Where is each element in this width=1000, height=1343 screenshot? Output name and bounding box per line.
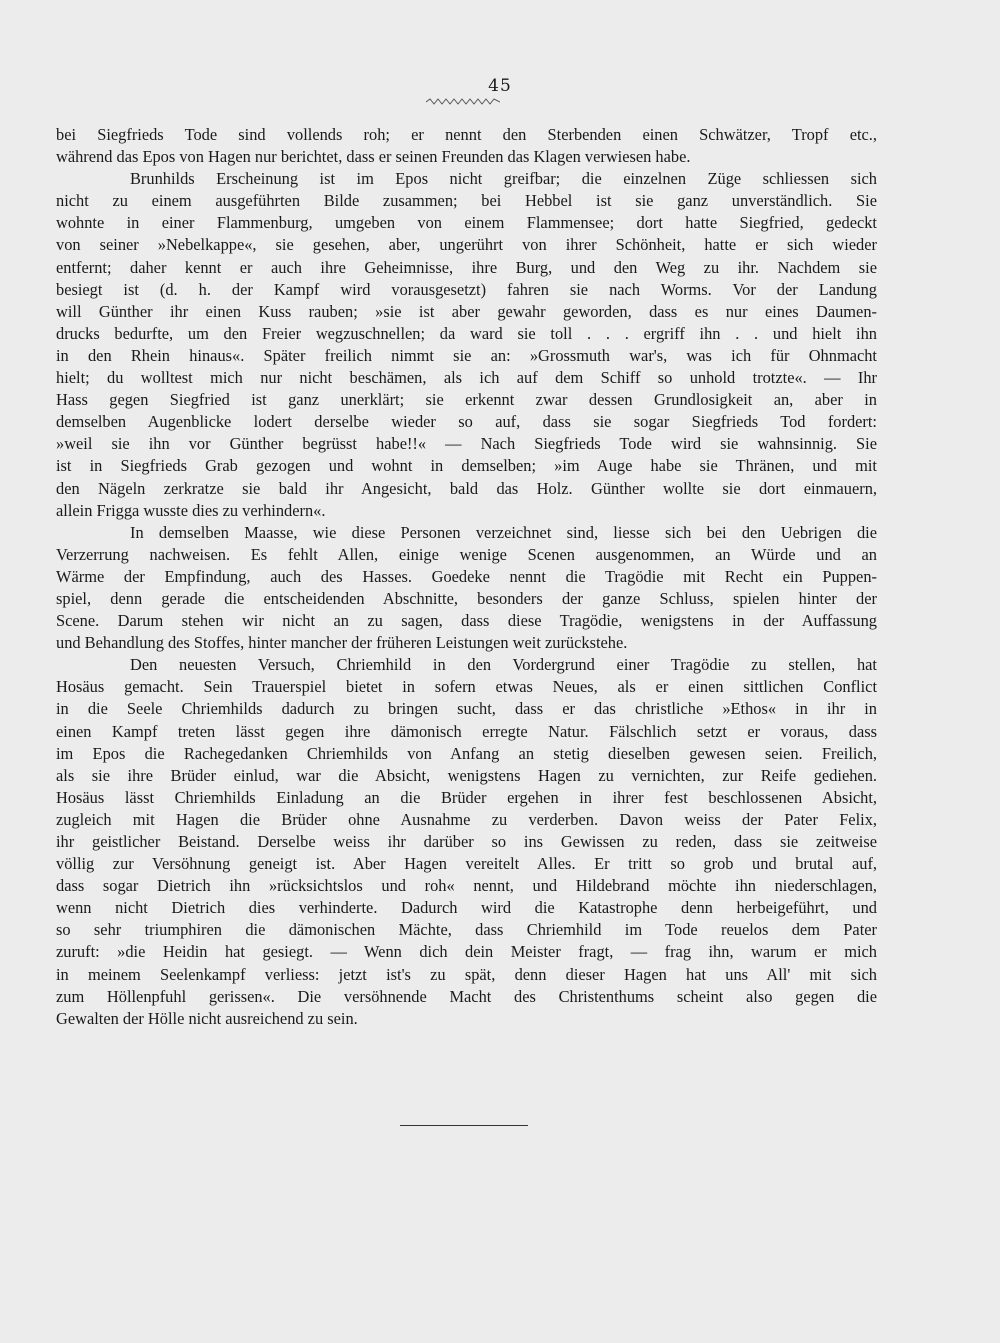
text-line: Den neuesten Versuch, Chriemhild in den Vordergrund einer Tragödie zu stellen, hat	[130, 655, 877, 675]
text-line: »weil sie ihn vor Günther begrüsst habe!!« — Nach Siegfrieds Tode wird sie wahnsinnig. Sie	[56, 434, 877, 454]
ornament-divider	[426, 98, 500, 106]
text-line: im Epos die Rachegedanken Chriemhilds von Anfang an stetig dieselben gewesen seien. Freilich,	[56, 743, 877, 763]
text-line: von seiner »Nebelkappe«, sie gesehen, aber, ungerührt von ihrer Schönheit, hatte er sich wieder	[56, 235, 877, 255]
text-line: Verzerrung nachweisen. Es fehlt Allen, einige wenige Scenen ausgenommen, an Würde und an	[56, 544, 877, 564]
text-line: nicht zu einem ausgeführten Bilde zusammen; bei Hebbel ist sie ganz unverständlich. Sie	[56, 191, 877, 211]
text-line: ihr geistlicher Beistand. Derselbe weiss ihr darüber so ins Gewissen zu reden, dass sie zeitweise	[56, 832, 877, 851]
text-line: zuruft: »die Heidin hat gesiegt. — Wenn dich dein Meister fragt, — frag ihn, warum er mich	[56, 942, 877, 962]
text-line: als sie ihre Brüder einlud, war die Absicht, wenigstens Hagen zu vernichten, zur Reife gediehen.	[56, 765, 877, 785]
text-line: völlig zur Versöhnung geneigt ist. Aber Hagen vereitelt Alles. Er tritt so grob und brutal auf,	[56, 854, 877, 874]
text-line: wohnte in einer Flammenburg, umgeben von einem Flammensee; dort hatte Siegfried, gedeckt	[56, 213, 877, 233]
text-line: will Günther ihr einen Kuss rauben; »sie ist aber gewahr geworden, dass es nur eines Daumen-	[56, 301, 877, 321]
text-line: wenn nicht Dietrich dies verhinderte. Dadurch wird die Katastrophe denn herbeigeführt, und	[56, 898, 877, 918]
paragraph	[56, 168, 877, 522]
body-text	[56, 124, 877, 1030]
text-line: spiel, denn gerade die entscheidenden Abschnitte, besonders der ganze Schluss, spielen hinter der	[56, 588, 877, 608]
text-line: in meinem Seelenkampf verliess: jetzt ist's zu spät, denn dieser Hagen hat uns All' mit sich	[56, 964, 877, 984]
text-line: und Behandlung des Stoffes, hinter mancher der früheren Leistungen weit zurückstehe.	[56, 633, 628, 653]
text-line: zugleich mit Hagen die Brüder ohne Ausnahme zu verderben. Davon weiss der Pater Felix,	[56, 809, 877, 829]
text-line: Hosäus lässt Chriemhilds Einladung an die Brüder ergehen in ihrer fest beschlossenen Absicht,	[56, 787, 877, 807]
paragraph	[56, 654, 877, 1030]
paragraph	[56, 124, 877, 168]
text-line: demselben Augenblicke lodert derselbe wieder so auf, dass sie sogar Siegfrieds Tod fordert:	[56, 412, 877, 432]
text-line: ist in Siegfrieds Grab gezogen und wohnt in demselben; »im Auge habe sie Thränen, und mit	[56, 456, 877, 476]
paragraph	[56, 522, 877, 655]
text-line: Hass gegen Siegfried ist ganz unerklärt; sie erkennt zwar dessen Grundlosigkeit an, aber in	[56, 390, 877, 410]
text-line: drucks bedurfte, um den Freier wegzuschnellen; da ward sie toll . . . ergriff ihn . . und hielt ihn	[56, 323, 877, 343]
text-line: den Nägeln zerkratze sie bald ihr Angesicht, bald das Holz. Günther wollte sie dort einmauern,	[56, 478, 877, 498]
text-line: Hosäus gemacht. Sein Trauerspiel bietet in sofern etwas Neues, als er einen sittlichen Conflict	[56, 677, 877, 697]
text-line: besiegt ist (d. h. der Kampf wird vorausgesetzt) fahren sie nach Worms. Vor der Landung	[56, 279, 877, 299]
text-line: Brunhilds Erscheinung ist im Epos nicht greifbar; die einzelnen Züge schliessen sich	[130, 169, 877, 189]
text-line: Wärme der Empfindung, auch des Hasses. Goedeke nennt die Tragödie mit Recht ein Puppen-	[56, 566, 877, 586]
end-rule	[400, 1125, 528, 1126]
text-line: Gewalten der Hölle nicht ausreichend zu sein.	[56, 1008, 358, 1028]
text-line: einen Kampf treten lässt gegen ihre dämonisch erregte Natur. Fälschlich setzt er voraus, dass	[56, 721, 877, 741]
text-line: zum Höllenpfuhl gerissen«. Die versöhnende Macht des Christenthums scheint also gegen die	[56, 986, 877, 1006]
text-line: allein Frigga wusste dies zu verhindern«.	[56, 500, 326, 520]
text-line: Scene. Darum stehen wir nicht an zu sagen, dass diese Tragödie, wenigstens in der Auffassung	[56, 611, 877, 631]
text-line: so sehr triumphiren die dämonischen Mächte, dass Chriemhild im Tode reuelos dem Pater	[56, 920, 877, 940]
text-line: dass sogar Dietrich ihn »rücksichtslos und roh« nennt, und Hildebrand möchte ihn niederschlagen,	[56, 876, 877, 896]
text-line: bei Siegfrieds Tode sind vollends roh; er nennt den Sterbenden einen Schwätzer, Tropf etc.,	[56, 125, 877, 144]
text-line: In demselben Maasse, wie diese Personen verzeichnet sind, liesse sich bei den Uebrigen die	[130, 522, 877, 542]
text-line: entfernt; daher kennt er auch ihre Geheimnisse, ihre Burg, und den Weg zu ihr. Nachdem sie	[56, 257, 877, 277]
text-line: in die Seele Chriemhilds dadurch zu bringen sucht, dass er das christliche »Ethos« in ihr in	[56, 699, 877, 719]
page-number: 45	[488, 76, 512, 96]
text-line: hielt; du wolltest mich nur nicht beschämen, als ich auf dem Schiff so unhold trotzte«. — Ihr	[56, 368, 877, 388]
text-line: während das Epos von Hagen nur berichtet, dass er seinen Freunden das Klagen verwiesen habe.	[56, 147, 691, 167]
text-line: in den Rhein hinaus«. Später freilich nimmt sie an: »Grossmuth war's, was ich für Ohnmacht	[56, 345, 877, 365]
